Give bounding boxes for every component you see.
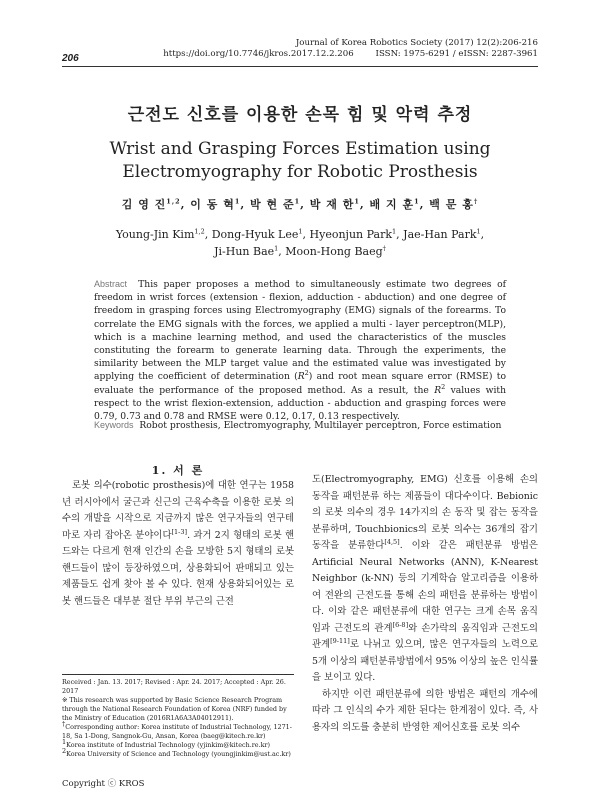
title-english bbox=[0, 138, 600, 184]
journal-citation: Journal of Korea Robotics Society (2017) 12(2):206-216 bbox=[295, 38, 538, 48]
citation[interactable]: [6-8] bbox=[392, 620, 409, 629]
author-en-2: Hyeonjun Park bbox=[309, 228, 393, 241]
author-en-1-affil: 1 bbox=[298, 227, 303, 236]
abstract-text-3: values with respect to the wrist flexion-extension, adduction - abduction and grasping forces were 0.79, 0.73 and 0.78 and RMSE were 0.12, 0.17, 0.13 respectively. bbox=[94, 384, 506, 423]
footnote-corresponding: †Corresponding author: Korea institute of Industrial Technology, 1271-18, Sa 1-Dong, Sangnok-Gu, Ansan, Korea (baeg@kitech.re.kr) bbox=[62, 719, 292, 740]
author-ko-0-affil: 1,2 bbox=[166, 197, 181, 206]
author-en-4: Ji-Hun Bae bbox=[214, 245, 275, 258]
author-ko-0: 김 영 진 bbox=[121, 198, 167, 211]
title-english-line1: Wrist and Grasping Forces Estimation using bbox=[109, 139, 491, 159]
author-en-3: Jae-Han Park bbox=[403, 228, 477, 241]
title-english-line2: Electromyography for Robotic Prosthesis bbox=[122, 162, 478, 182]
author-ko-4: 배 지 훈 bbox=[369, 198, 415, 211]
authors-english: Young-Jin Kim$^{1,2}$, Dong-Hyuk Lee$^1$, Hyeonjun Park$^1$, Jae-Han Park$^1$, Ji-Hun Bae$^1$, Moon-Hong Baeg† bbox=[115, 227, 485, 258]
journal-doi-issn: https://doi.org/10.7746/jkros.2017.12.2.206 ISSN: 1975-6291 / eISSN: 2287-3961 bbox=[163, 49, 538, 59]
citation[interactable]: [9-11] bbox=[330, 636, 350, 645]
author-ko-5: 백 문 홍 bbox=[429, 198, 474, 211]
author-ko-3-affil: 1 bbox=[354, 197, 360, 206]
keywords-text: Robot prosthesis, Electromyography, Multilayer perceptron, Force estimation bbox=[139, 420, 502, 431]
affil-1-symbol: 1 bbox=[62, 737, 67, 746]
abstract-r-exp-2: 2 bbox=[441, 382, 446, 391]
copyright: Copyright ⓒ KROS bbox=[62, 779, 145, 789]
keywords-label: Keywords bbox=[94, 420, 134, 430]
abstract-r-exp-1: 2 bbox=[304, 369, 309, 378]
page-number: 206 bbox=[62, 53, 79, 64]
keywords bbox=[94, 419, 506, 432]
author-en-1: Dong-Hyuk Lee bbox=[211, 228, 299, 241]
author-ko-4-affil: 1 bbox=[414, 197, 420, 206]
author-ko-3: 박 재 한 bbox=[309, 198, 355, 211]
author-en-0-affil: 1,2 bbox=[194, 227, 205, 236]
paragraph: 하지만 이런 패턴분류에 의한 방법은 패턴의 개수에 따라 그 인식의 수가 제한 된다는 한계점이 있다. 즉, 사용자의 의도를 충분히 반영한 제어신호를 로봇 의수 bbox=[312, 688, 538, 733]
header-rule bbox=[62, 66, 538, 67]
author-ko-2-affil: 1 bbox=[294, 197, 301, 206]
footnotes bbox=[62, 678, 294, 759]
abstract-r-symbol-2: R bbox=[434, 384, 442, 396]
citation[interactable]: [1-3] bbox=[171, 527, 188, 536]
abstract-r-symbol-1: R bbox=[297, 371, 305, 383]
author-en-5-affil: † bbox=[382, 244, 386, 253]
footnote-affil-2: $^2$Korea University of Science and Technology (youngjinkim@ust.ac.kr) bbox=[62, 746, 291, 758]
abstract-text-2: ) and root mean square error (RMSE) to evaluate the performance of the proposed method. As a result, the bbox=[94, 371, 506, 396]
abstract bbox=[94, 278, 506, 423]
abstract-text-1: This paper proposes a method to simultaneously estimate two degrees of freedom in wrist forces (extension - flexion, adduction - abduction) and one degree of freedom in grasping forces using Electromyography (EMG) signals of the forearms. To correlate the EMG signals with the forces, we applied a multi - layer perceptron(MLP), which is a machine learning method, and used the characteristics of the muscles constituting the forearm to generate learning data. Through the experiments, the similarity between the MLP target value and the estimated value was investigated by applying the coefficient of determination ( bbox=[94, 279, 506, 383]
dagger-symbol: † bbox=[62, 719, 66, 728]
journal-info bbox=[163, 38, 538, 60]
abstract-label: Abstract bbox=[94, 279, 128, 289]
footnote-rule bbox=[62, 674, 294, 675]
title-korean: 근전도 신호를 이용한 손목 힘 및 악력 추정 bbox=[127, 105, 473, 125]
author-en-5: Moon-Hong Baeg bbox=[285, 245, 383, 258]
section-title-intro: 1. 서 론 bbox=[151, 464, 205, 477]
author-ko-1-affil: 1 bbox=[234, 197, 241, 206]
author-en-0: Young-Jin Kim bbox=[115, 228, 195, 241]
author-ko-5-affil: † bbox=[473, 197, 479, 206]
paragraph: 로봇 의수(robotic prosthesis)에 대한 연구는 1958년 러시아에서 굴근과 신근의 근육수축을 이용한 로봇 의수의 개발을 시작으로 지금까지 많은 연구자들의 연구테마로 자리 잡아온 분야이다[1-3]. 과거 2지 형태의 로봇 핸드와는 다르게 현재 인간의 손을 모방한 5지 형태의 로봇 핸드들이 많이 등장하였으며, 상용화되어 판매되고 있는 제품들도 쉽게 찾아 볼 수 있다. 현재 상용화되어있는 로봇 핸드들은 대부분 절단 부위 부근의 근전 bbox=[62, 480, 294, 607]
author-en-3-affil: 1 bbox=[476, 227, 481, 236]
author-ko-2: 박 현 준 bbox=[250, 198, 295, 211]
footnote-affil-1: $^1$Korea institute of Industrial Technology (yjinkim@kitech.re.kr) bbox=[62, 737, 271, 749]
paragraph: 도(Electromyography, EMG) 신호를 이용해 손의 동작을 패턴분류 하는 제품들이 대다수이다. Bebionic의 로봇 의수의 경우 14가지의 손 동작 및 잡는 동작을 분류하며, Touchbionics의 로봇 의수는 36개의 잡기 동작을 분류한다[4,5]. 이와 같은 패턴분류 방법은 Artificial Neural Networks (ANN), K-Nearest Neighbor (k-NN) 등의 기계학습 알고리즘을 이용하여 전완의 근전도를 통해 손의 패턴을 분류하는 방법이다. 이와 같은 패턴분류에 대한 연구는 크게 손목 움직임과 근전도의 관계[6-8]와 손가락의 움직임과 근전도의 관계[9-11]로 나뉘고 있으며, 많은 연구자들의 노력으로 5개 이상의 패턴분류방법에서 95% 이상의 높은 인식률을 보이고 있다. bbox=[312, 474, 538, 683]
author-en-2-affil: 1 bbox=[392, 227, 397, 236]
body-left-column bbox=[62, 478, 294, 610]
authors-korean: 김 영 진$^{1,2}$, 이 동 혁$^1$, 박 현 준$^1$, 박 재 한$^1$, 배 지 훈$^1$, 백 문 홍† bbox=[121, 197, 479, 211]
author-ko-1: 이 동 혁 bbox=[190, 198, 235, 211]
footnote-funding: ※ This research was supported by Basic Science Research Program through the National Research Foundation of Korea (NRF) funded by the Ministry of Education (2016R1A6A3A04012911). bbox=[62, 696, 287, 722]
author-en-4-affil: 1 bbox=[274, 244, 279, 253]
affil-2-symbol: 2 bbox=[62, 746, 67, 755]
citation[interactable]: [4,5] bbox=[384, 537, 400, 546]
body-right-column bbox=[312, 472, 538, 736]
footnote-received: Received : Jan. 13. 2017; Revised : Apr. 24. 2017; Accepted : Apr. 26. 2017 bbox=[62, 678, 286, 695]
